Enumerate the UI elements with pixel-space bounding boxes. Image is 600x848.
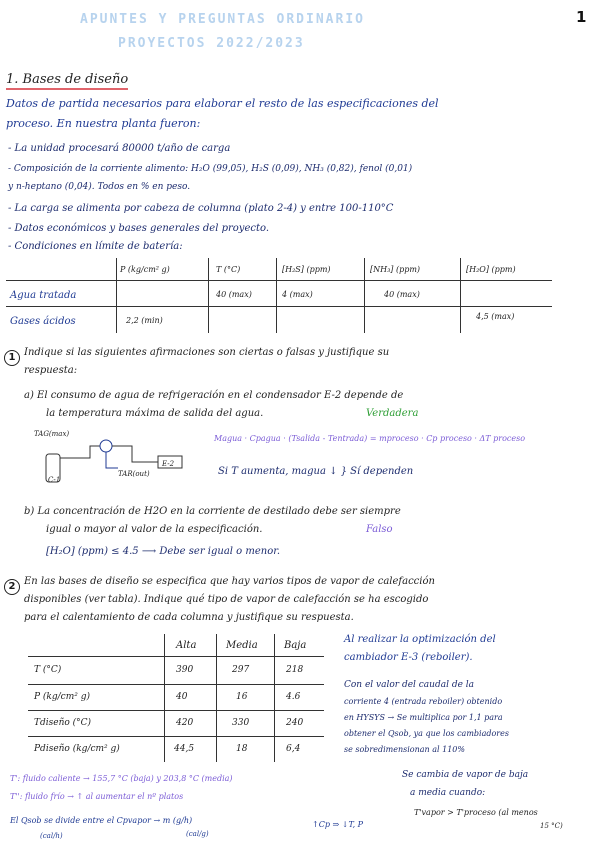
bullet-item: y n-heptano (0,04). Todos en % en peso.: [8, 182, 191, 192]
document-title-line1: APUNTES Y PREGUNTAS ORDINARIO: [80, 12, 365, 27]
last-line: El Qsob se divide entre el Cpvapor → m (g/h): [10, 816, 193, 825]
side-note-line: obtener el Qsob, ya que los cambiadores: [344, 729, 509, 738]
table-cell: 18: [236, 744, 248, 754]
question-1a-line-1: a) El consumo de agua de refrigeración en el condensador E-2 depende de: [24, 390, 404, 401]
table-header: Baja: [284, 640, 307, 651]
table-header: P (kg/cm² g): [120, 265, 170, 274]
question-1-prompt-line-2: respuesta:: [24, 365, 78, 376]
table-cell: 4,5 (max): [476, 312, 515, 321]
question-1a-note: Si T aumenta, magua ↓ } Sí dependen: [218, 466, 414, 477]
question-1a-answer: Verdadera: [366, 408, 419, 419]
question-1-prompt-line-1: Indique si las siguientes afirmaciones son ciertas o falsas y justifique su: [24, 347, 390, 358]
side-note-title-2: cambiador E-3 (reboiler).: [344, 652, 473, 663]
last-line-tail: ↑Cp ⇒ ↓T, P: [312, 820, 364, 829]
bottom-right-note-2: a media cuando:: [410, 788, 486, 798]
question-1b-answer: Falso: [366, 524, 393, 535]
question-1b-line-1: b) La concentración de H2O en la corriente de destilado debe ser siempre: [24, 506, 401, 517]
table-cell: 16: [236, 692, 248, 702]
table-header: Alta: [176, 640, 197, 651]
bullet-item: - Condiciones en límite de batería:: [8, 241, 183, 252]
side-note-line: corriente 4 (entrada reboiler) obtenido: [344, 697, 503, 706]
side-note-line: se sobredimensionan al 110%: [344, 745, 465, 754]
table-header: [H₂S] (ppm): [282, 265, 331, 274]
bottom-note-line-2: T'': fluido frío → ↑ al aumentar el nº platos: [10, 792, 184, 801]
table-cell: 218: [286, 665, 304, 675]
bullet-item: - Datos económicos y bases generales del proyecto.: [8, 223, 270, 234]
table-header: [NH₃] (ppm): [370, 265, 421, 274]
table-cell: 40 (max): [384, 290, 420, 299]
bullet-item: - Composición de la corriente alimento: H₂O (99,05), H₂S (0,09), NH₃ (0,82), fenol (0,01): [8, 164, 413, 174]
question-2-prompt-line-3: para el calentamiento de cada columna y justifique su respuesta.: [24, 612, 354, 623]
last-line-sub-2: (cal/g): [186, 830, 209, 838]
table-cell: 4 (max): [282, 290, 313, 299]
table-row-label: T (°C): [34, 665, 62, 675]
table-cell: 330: [232, 718, 250, 728]
question-2-prompt-line-2: disponibles (ver tabla). Indique qué tipo de vapor de calefacción se ha escogido: [24, 594, 429, 605]
table-row-label: Agua tratada: [10, 290, 77, 301]
question-1a-line-2: la temperatura máxima de salida del agua.: [46, 408, 264, 419]
table-header: [H₂O] (ppm): [466, 265, 516, 274]
table-row-label: Tdiseño (°C): [34, 718, 92, 728]
table-row-label: Pdiseño (kg/cm² g): [34, 744, 120, 754]
table-cell: 6,4: [286, 744, 301, 754]
last-line-sub-1: (cal/h): [40, 832, 63, 840]
diagram-label-top: TAG(max): [34, 430, 70, 438]
side-note-line: Con el valor del caudal de la: [344, 680, 475, 690]
table-cell: 44,5: [174, 744, 195, 754]
question-2-marker: 2: [4, 574, 20, 595]
document-title-line2: PROYECTOS 2022/2023: [118, 36, 305, 51]
intro-line-1: Datos de partida necesarios para elaborar el resto de las especificaciones del: [6, 97, 439, 110]
table-cell: 4.6: [286, 692, 301, 702]
bullet-item: - La unidad procesará 80000 t/año de carga: [8, 143, 231, 154]
diagram-label-tank: C-1: [48, 476, 61, 484]
side-note-title-1: Al realizar la optimización del: [344, 634, 496, 645]
table-cell: 2,2 (min): [126, 316, 163, 325]
bottom-note-line-1: T': fluido caliente → 155,7 °C (baja) y 203,8 °C (media): [10, 774, 233, 783]
question-1b-line-2: igual o mayor al valor de la especificación.: [46, 524, 263, 535]
table-cell: 240: [286, 718, 304, 728]
question-1a-formula: Magua · Cpagua · (Tsalida - Tentrada) = mproceso · Cp proceso · ΔT proceso: [214, 434, 526, 443]
table-header: Media: [226, 640, 258, 651]
table-cell: 40: [176, 692, 188, 702]
table-header: T (°C): [216, 265, 241, 274]
side-note-line: en HYSYS → Se multiplica por 1,1 para: [344, 713, 503, 722]
section-heading: 1. Bases de diseño: [6, 72, 128, 90]
bottom-right-note-4: 15 °C): [540, 822, 563, 830]
bottom-right-note-3: T'vapor > T'proceso (al menos: [414, 808, 538, 817]
table-cell: 40 (max): [216, 290, 252, 299]
table-row-label: Gases ácidos: [10, 316, 76, 327]
intro-line-2: proceso. En nuestra planta fueron:: [6, 117, 201, 130]
table-cell: 390: [176, 665, 194, 675]
bottom-right-note-1: Se cambia de vapor de baja: [402, 770, 529, 780]
page-number: 1: [576, 8, 587, 26]
table-cell: 420: [176, 718, 194, 728]
diagram-label-cooler: E-2: [162, 460, 175, 468]
diagram-label-cw-out: TAR(out): [118, 470, 150, 478]
bullet-item: - La carga se alimenta por cabeza de columna (plato 2-4) y entre 100-110°C: [8, 203, 394, 214]
question-2-prompt-line-1: En las bases de diseño se especifica que hay varios tipos de vapor de calefacción: [24, 576, 435, 587]
table-cell: 297: [232, 665, 250, 675]
question-1-marker: 1: [4, 345, 20, 366]
question-1b-note: [H₂O] (ppm) ≤ 4.5 ⟶ Debe ser igual o menor.: [46, 546, 281, 557]
table-row-label: P (kg/cm² g): [34, 692, 90, 702]
